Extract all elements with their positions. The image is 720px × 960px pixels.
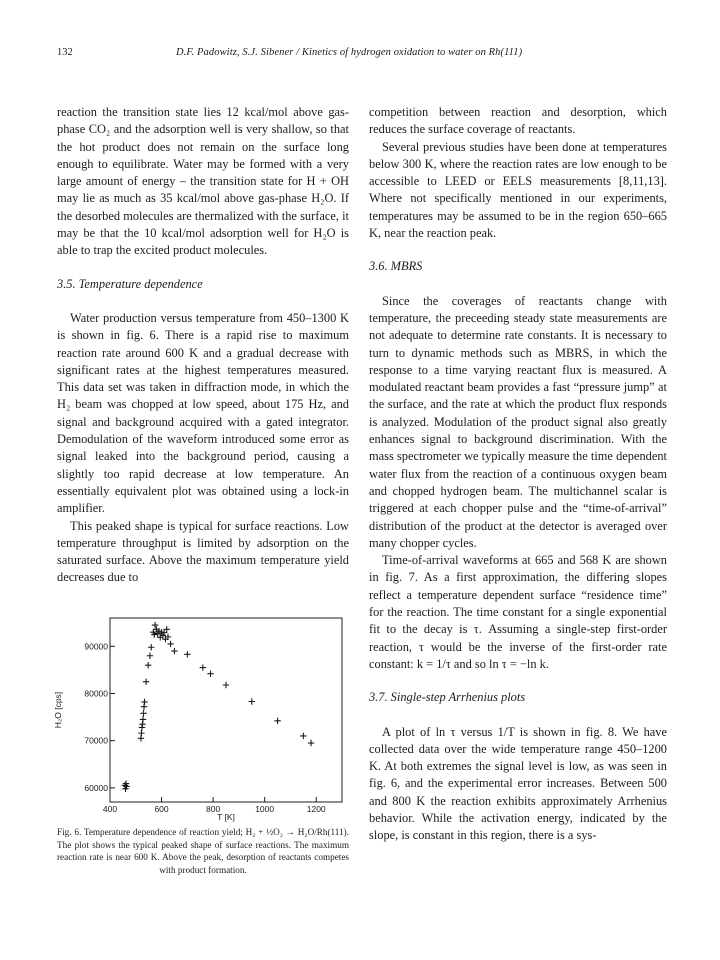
data-point — [145, 662, 151, 668]
section-heading-3-6: 3.6. MBRS — [369, 259, 423, 274]
x-tick-label: 800 — [206, 804, 221, 814]
paragraph: Several previous studies have been done at temperatures below 300 K, where the reaction rates are low enough to be accessible to LEED or EELS measurements [8,11,13]. Where not specifically mentioned in our experiments, temperatures may be assumed to be in the region 650–665 K, near the reaction peak. — [369, 139, 667, 241]
x-tick-label: 600 — [154, 804, 169, 814]
data-point — [167, 641, 173, 647]
paragraph: reaction the transition state lies 12 kcal/mol above gas-phase CO₂ and the adsorption well is very shallow, so that the hot product does not remain on the surface long enough to equilibrate. Water may be formed with a very large amount of energy – the transition state for H + OH may lie as much as 35 kcal/mol above gas-phase H₂O. If the desorbed molecules are thermalized with the surface, it may be that the 10 kcal/mol adsorption well for H₂O is able to trap the excited product molecules. — [57, 105, 349, 258]
paragraph: competition between reaction and desorption, which reduces the surface coverage of reactants. — [369, 105, 667, 137]
running-head: D.F. Padowitz, S.J. Sibener / Kinetics of hydrogen oxidation to water on Rh(111) — [176, 47, 523, 58]
x-axis-label: T [K] — [217, 812, 235, 822]
figure-6-chart — [48, 608, 358, 824]
figure-caption: Fig. 6. Temperature dependence of reaction yield; H₂ + ½O₂ → H₂O/Rh(111). The plot shows the typical peaked shape of surface reactions. The maximum reaction rate is near 600 K. Above the peak, desorption of reactants competes with product formation. — [57, 827, 349, 875]
page-number: 132 — [57, 47, 73, 58]
x-axis-ticks — [103, 797, 326, 814]
paragraph: Time-of-arrival waveforms at 665 and 568 K are shown in fig. 7. As a first approximation, the differing slopes reflect a temperature dependent surface “residence time” for the reaction. The time constant for a single exponential fit to the decay is τ. Assuming a single-step first-order reaction, τ would be the inverse of the first-order rate constant: k = 1/τ and so ln τ = −ln k. — [369, 553, 667, 671]
data-point — [141, 699, 147, 705]
data-point — [274, 718, 280, 724]
paragraph: Water production versus temperature from 450–1300 K is shown in fig. 6. There is a rapid rise to maximum reaction rate around 600 K and a gradual decrease with significant rates at the highest temperatures measured. This data set was taken in diffraction mode, in which the H₂ beam was chopped at low speed, about 175 Hz, and signal and background acquired with a gated integrator. Demodulation of the waveform introduced some error as signal leaked into the background period, causing a slightly too rapid decrease at low temperature. An essentially equivalent plot was obtained using a lock-in amplifier. — [57, 310, 349, 516]
data-point — [207, 670, 213, 676]
x-tick-label: 1200 — [306, 804, 326, 814]
data-point — [308, 740, 314, 746]
data-point — [171, 648, 177, 654]
section-heading-3-5: 3.5. Temperature dependence — [57, 276, 203, 291]
paragraph: This peaked shape is typical for surface reactions. Low temperature throughput is limited by adsorption on the saturated surface. Above the maximum temperature yield decreases due to — [57, 518, 349, 585]
data-point — [148, 644, 154, 650]
y-tick-label: 60000 — [84, 782, 108, 793]
data-point — [140, 716, 146, 722]
plot-frame — [110, 618, 342, 802]
data-point — [300, 733, 306, 739]
y-axis-label: H₂O [cps] — [53, 691, 63, 729]
x-tick-label: 400 — [102, 804, 118, 814]
data-point — [249, 698, 255, 704]
data-point — [200, 664, 206, 670]
paragraph: A plot of ln τ versus 1/T is shown in fig. 8. We have collected data over the wide temperature range 450–1200 K. At both extremes the signal level is low, as was seen in fig. 6, and the experimental error increases. Between 500 and 800 K the reaction exhibits approximately Arrhenius behavior. While the activation energy, indicated by the slope, is constant in this region, there is a sys- — [369, 724, 667, 843]
paragraph: Since the coverages of reactants change with temperature, the preceeding steady state measurements are not adequate to determine rate constants. It is necessary to turn to dynamic methods such as MBRS, in which the response to a time varying reactant flux is measured. A modulated reactant beam provides a fast “pressure jump” at the surface, and the rate at which the product flux responds is analyzed. Modulation of the product signal also greatly enhances signal to background discrimination. With the mass spectrometer we typically measure the time dependent water flux from the reaction of a continuous oxygen beam and chopped hydrogen beam. The multichannel scalar is triggered at each chopper pulse and the “time-of-arrival” distribution of the product at the detector is averaged over many chopper cycles. — [369, 293, 667, 550]
right-column — [369, 104, 667, 845]
data-point — [147, 653, 153, 659]
data-point — [138, 730, 144, 736]
data-point — [152, 622, 158, 628]
data-point — [140, 710, 146, 716]
data-point — [143, 678, 149, 684]
data-point — [223, 682, 229, 688]
left-column — [57, 104, 349, 587]
data-points — [122, 622, 315, 792]
y-tick-label: 70000 — [84, 735, 108, 746]
y-tick-label: 90000 — [84, 641, 108, 652]
y-tick-label: 80000 — [84, 688, 108, 699]
x-tick-label: 1000 — [255, 804, 275, 814]
section-heading-3-7: 3.7. Single-step Arrhenius plots — [369, 690, 526, 705]
data-point — [184, 651, 190, 657]
